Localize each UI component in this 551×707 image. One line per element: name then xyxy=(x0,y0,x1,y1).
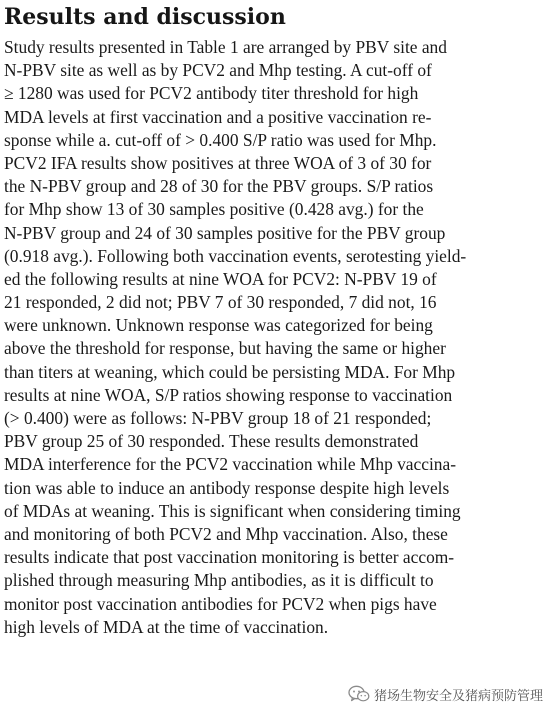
paragraph-line: tion was able to induce an antibody response despite high levels xyxy=(4,477,450,498)
paragraph-line: sponse while a. cut-off of > 0.400 S/P ratio was used for Mhp. xyxy=(4,129,437,150)
paragraph-line: (0.918 avg.). Following both vaccination events, serotesting yield- xyxy=(4,245,467,266)
paragraph-line: MDA levels at first vaccination and a positive vaccination re- xyxy=(4,106,432,127)
paragraph-line: the N-PBV group and 28 of 30 for the PBV groups. S/P ratios xyxy=(4,176,434,197)
paragraph-line: for Mhp show 13 of 30 samples positive (0.428 avg.) for the xyxy=(4,199,424,220)
watermark-text: 猪场生物安全及猪病预防管理 xyxy=(373,688,543,704)
paragraph-line: monitor post vaccination antibodies for PCV2 when pigs have xyxy=(4,593,437,614)
paragraph-line: N-PBV group and 24 of 30 samples positive for the PBV group xyxy=(4,222,446,243)
paragraph-line: (> 0.400) were as follows: N-PBV group 18 of 21 responded; xyxy=(4,408,432,428)
paragraph-line: Study results presented in Table 1 are arranged by PBV site and xyxy=(4,37,447,57)
paragraph-line: results indicate that post vaccination monitoring is better accom- xyxy=(4,547,455,568)
paragraph-line: above the threshold for response, but having the same or higher xyxy=(4,338,446,359)
section-heading: Results and discussion xyxy=(4,4,286,30)
paragraph-line: results at nine WOA, S/P ratios showing response to vaccination xyxy=(4,384,453,405)
paragraph-line: MDA interference for the PCV2 vaccination while Mhp vaccina- xyxy=(4,454,457,475)
wechat-icon xyxy=(348,685,370,703)
paragraph-line: N-PBV site as well as by PCV2 and Mhp testing. A cut-off of xyxy=(4,60,432,81)
paragraph-line: PCV2 IFA results show positives at three WOA of 3 of 30 for xyxy=(4,152,432,173)
paragraph-line: ≥ 1280 was used for PCV2 antibody titer threshold for high xyxy=(4,83,419,104)
paragraph-line: high levels of MDA at the time of vaccination. xyxy=(4,616,329,637)
paragraph-line: ed the following results at nine WOA for PCV2: N-PBV 19 of xyxy=(4,268,437,289)
paragraph-line: and monitoring of both PCV2 and Mhp vaccination. Also, these xyxy=(4,523,448,544)
paragraph-line: 21 responded, 2 did not; PBV 7 of 30 responded, 7 did not, 16 xyxy=(4,292,437,313)
paragraph-line: than titers at weaning, which could be persisting MDA. For Mhp xyxy=(4,361,456,382)
watermark xyxy=(344,682,547,706)
paragraph-line: of MDAs at weaning. This is significant when considering timing xyxy=(4,500,461,521)
body-paragraph xyxy=(4,36,549,639)
paragraph-line: plished through measuring Mhp antibodies, as it is difficult to xyxy=(4,570,434,591)
paragraph-line: were unknown. Unknown response was categorized for being xyxy=(4,315,433,336)
paragraph-line: PBV group 25 of 30 responded. These results demonstrated xyxy=(4,431,419,452)
